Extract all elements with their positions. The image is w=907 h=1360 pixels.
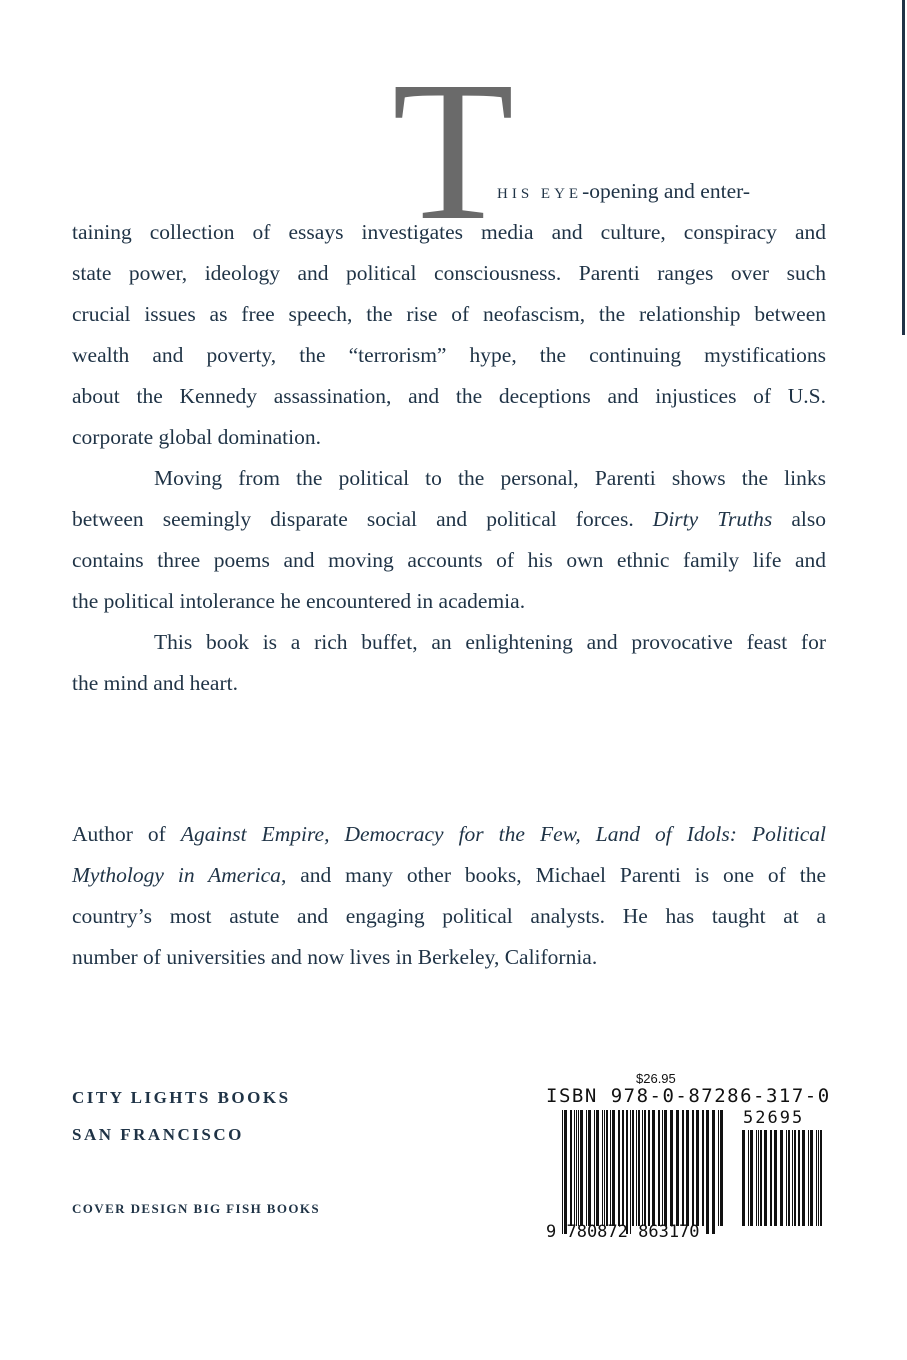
barcode-bar: [648, 1110, 650, 1226]
para2-line-4: the political intolerance he encountered in academia.: [72, 589, 526, 613]
barcode-bar: [580, 1110, 583, 1226]
barcode-bar: [594, 1110, 595, 1226]
author-books-italic: Against Empire, Democracy for the Few, Land of Idols: Political: [180, 822, 826, 846]
barcode-bar: [770, 1130, 772, 1226]
barcode-bar: [808, 1130, 809, 1226]
barcode-bar: [686, 1110, 689, 1226]
barcode-bar: [604, 1110, 605, 1226]
barcode-bar: [636, 1110, 637, 1226]
barcode-bar: [692, 1110, 694, 1226]
barcode-bar: [802, 1130, 805, 1226]
barcode-bar: [712, 1110, 715, 1234]
barcode-bar: [632, 1110, 634, 1226]
para1-line-4: crucial issues as free speech, the rise of neofascism, the relationship between: [72, 302, 826, 326]
para2-line-2-post: also: [772, 507, 826, 531]
barcode-bar: [638, 1110, 640, 1226]
barcode-bar: [810, 1130, 813, 1226]
barcode-bar: [662, 1110, 663, 1226]
barcode-bar: [702, 1110, 704, 1226]
barcode-bar: [610, 1110, 611, 1226]
barcode-bar: [756, 1130, 757, 1226]
barcode-bar: [820, 1130, 822, 1226]
addon-digits: 52695: [743, 1108, 805, 1128]
barcode-bar: [622, 1110, 624, 1226]
barcode-bar: [764, 1130, 767, 1226]
para1-line-1-text: -opening and enter-: [582, 179, 750, 203]
barcode-bar: [798, 1130, 800, 1226]
para1-line-3: state power, ideology and political consciousness. Parenti ranges over such: [72, 261, 826, 285]
barcode-bar: [748, 1130, 749, 1226]
barcode-bar: [586, 1110, 587, 1226]
cover-design-credit: COVER DESIGN BIG FISH BOOKS: [72, 1201, 321, 1216]
para3-line-2: the mind and heart.: [72, 671, 238, 695]
barcode-bar: [718, 1110, 719, 1226]
barcode-bar: [562, 1110, 563, 1234]
barcode-bar: [750, 1130, 753, 1226]
para1-line-5: wealth and poverty, the “terrorism” hype, the continuing mystifications: [72, 343, 826, 367]
barcode-bar: [816, 1130, 817, 1226]
barcode-bar: [630, 1110, 631, 1234]
barcode-bar: [720, 1110, 723, 1226]
barcode-bar: [576, 1110, 577, 1226]
para1-line-2: taining collection of essays investigates media and culture, conspiracy and: [72, 220, 826, 244]
barcode-bar: [596, 1110, 599, 1226]
barcode-bar: [792, 1130, 793, 1226]
barcode-bar: [758, 1130, 759, 1226]
dropcap-letter: T: [392, 41, 515, 262]
author-book-italic-2: Mythology in America: [72, 863, 281, 887]
barcode-bar: [644, 1110, 646, 1226]
barcode-bar: [652, 1110, 655, 1226]
barcode-bar: [612, 1110, 615, 1226]
barcode-bar: [670, 1110, 673, 1226]
barcode-bar: [578, 1110, 579, 1226]
barcode-bar: [760, 1130, 762, 1226]
para2-line-3: contains three poems and moving accounts of his own ethnic family life and: [72, 548, 826, 572]
smallcaps-lead: HIS EYE: [497, 186, 583, 202]
barcode-bar: [818, 1130, 819, 1226]
author-line-4: number of universities and now lives in Berkeley, California.: [72, 945, 598, 969]
barcode-bar: [618, 1110, 620, 1226]
barcode-bar: [606, 1110, 608, 1226]
barcode-bar: [696, 1110, 699, 1226]
barcode-bar: [774, 1130, 777, 1226]
para1-line-6: about the Kennedy assassination, and the deceptions and injustices of U.S.: [72, 384, 826, 408]
barcode-bar: [574, 1110, 575, 1226]
barcode-bar: [794, 1130, 796, 1226]
barcode-bar: [564, 1110, 567, 1234]
barcode-bar: [658, 1110, 660, 1226]
para2-line-1: Moving from the political to the personal, Parenti shows the links: [154, 466, 826, 490]
book-title-dirty-truths: Dirty Truths: [652, 507, 773, 531]
barcode-bar: [664, 1110, 667, 1226]
barcode-bar: [642, 1110, 643, 1226]
author-line-3: country’s most astute and engaging political analysts. He has taught at a: [72, 904, 826, 928]
isbn-text: ISBN 978-0-87286-317-0: [546, 1085, 831, 1107]
barcode-bar: [588, 1110, 591, 1226]
barcode-bar: [788, 1130, 790, 1226]
publisher-name: CITY LIGHTS BOOKS: [72, 1088, 291, 1107]
publisher-city: SAN FRANCISCO: [72, 1125, 244, 1144]
para3-line-1: This book is a rich buffet, an enlightening and provocative feast for: [154, 630, 826, 654]
barcode-bar: [682, 1110, 684, 1226]
author-line-2-post: , and many other books, Michael Parenti is one of the: [280, 863, 826, 887]
para2-line-2-pre: between seemingly disparate social and political forces.: [72, 507, 653, 531]
barcode-bar: [602, 1110, 603, 1226]
barcode-bar: [780, 1130, 783, 1226]
barcode-bar: [676, 1110, 679, 1226]
barcode-bar: [786, 1130, 787, 1226]
barcode-bar: [706, 1110, 709, 1234]
barcode-bar: [570, 1110, 572, 1226]
price-label: $26.95: [636, 1071, 676, 1086]
barcode-bar: [626, 1110, 628, 1234]
para1-line-7: corporate global domination.: [72, 425, 321, 449]
author-line-1-pre: Author of: [72, 822, 181, 846]
barcode-bar: [742, 1130, 745, 1226]
ean-digits: 9 780872 863170: [546, 1222, 700, 1242]
